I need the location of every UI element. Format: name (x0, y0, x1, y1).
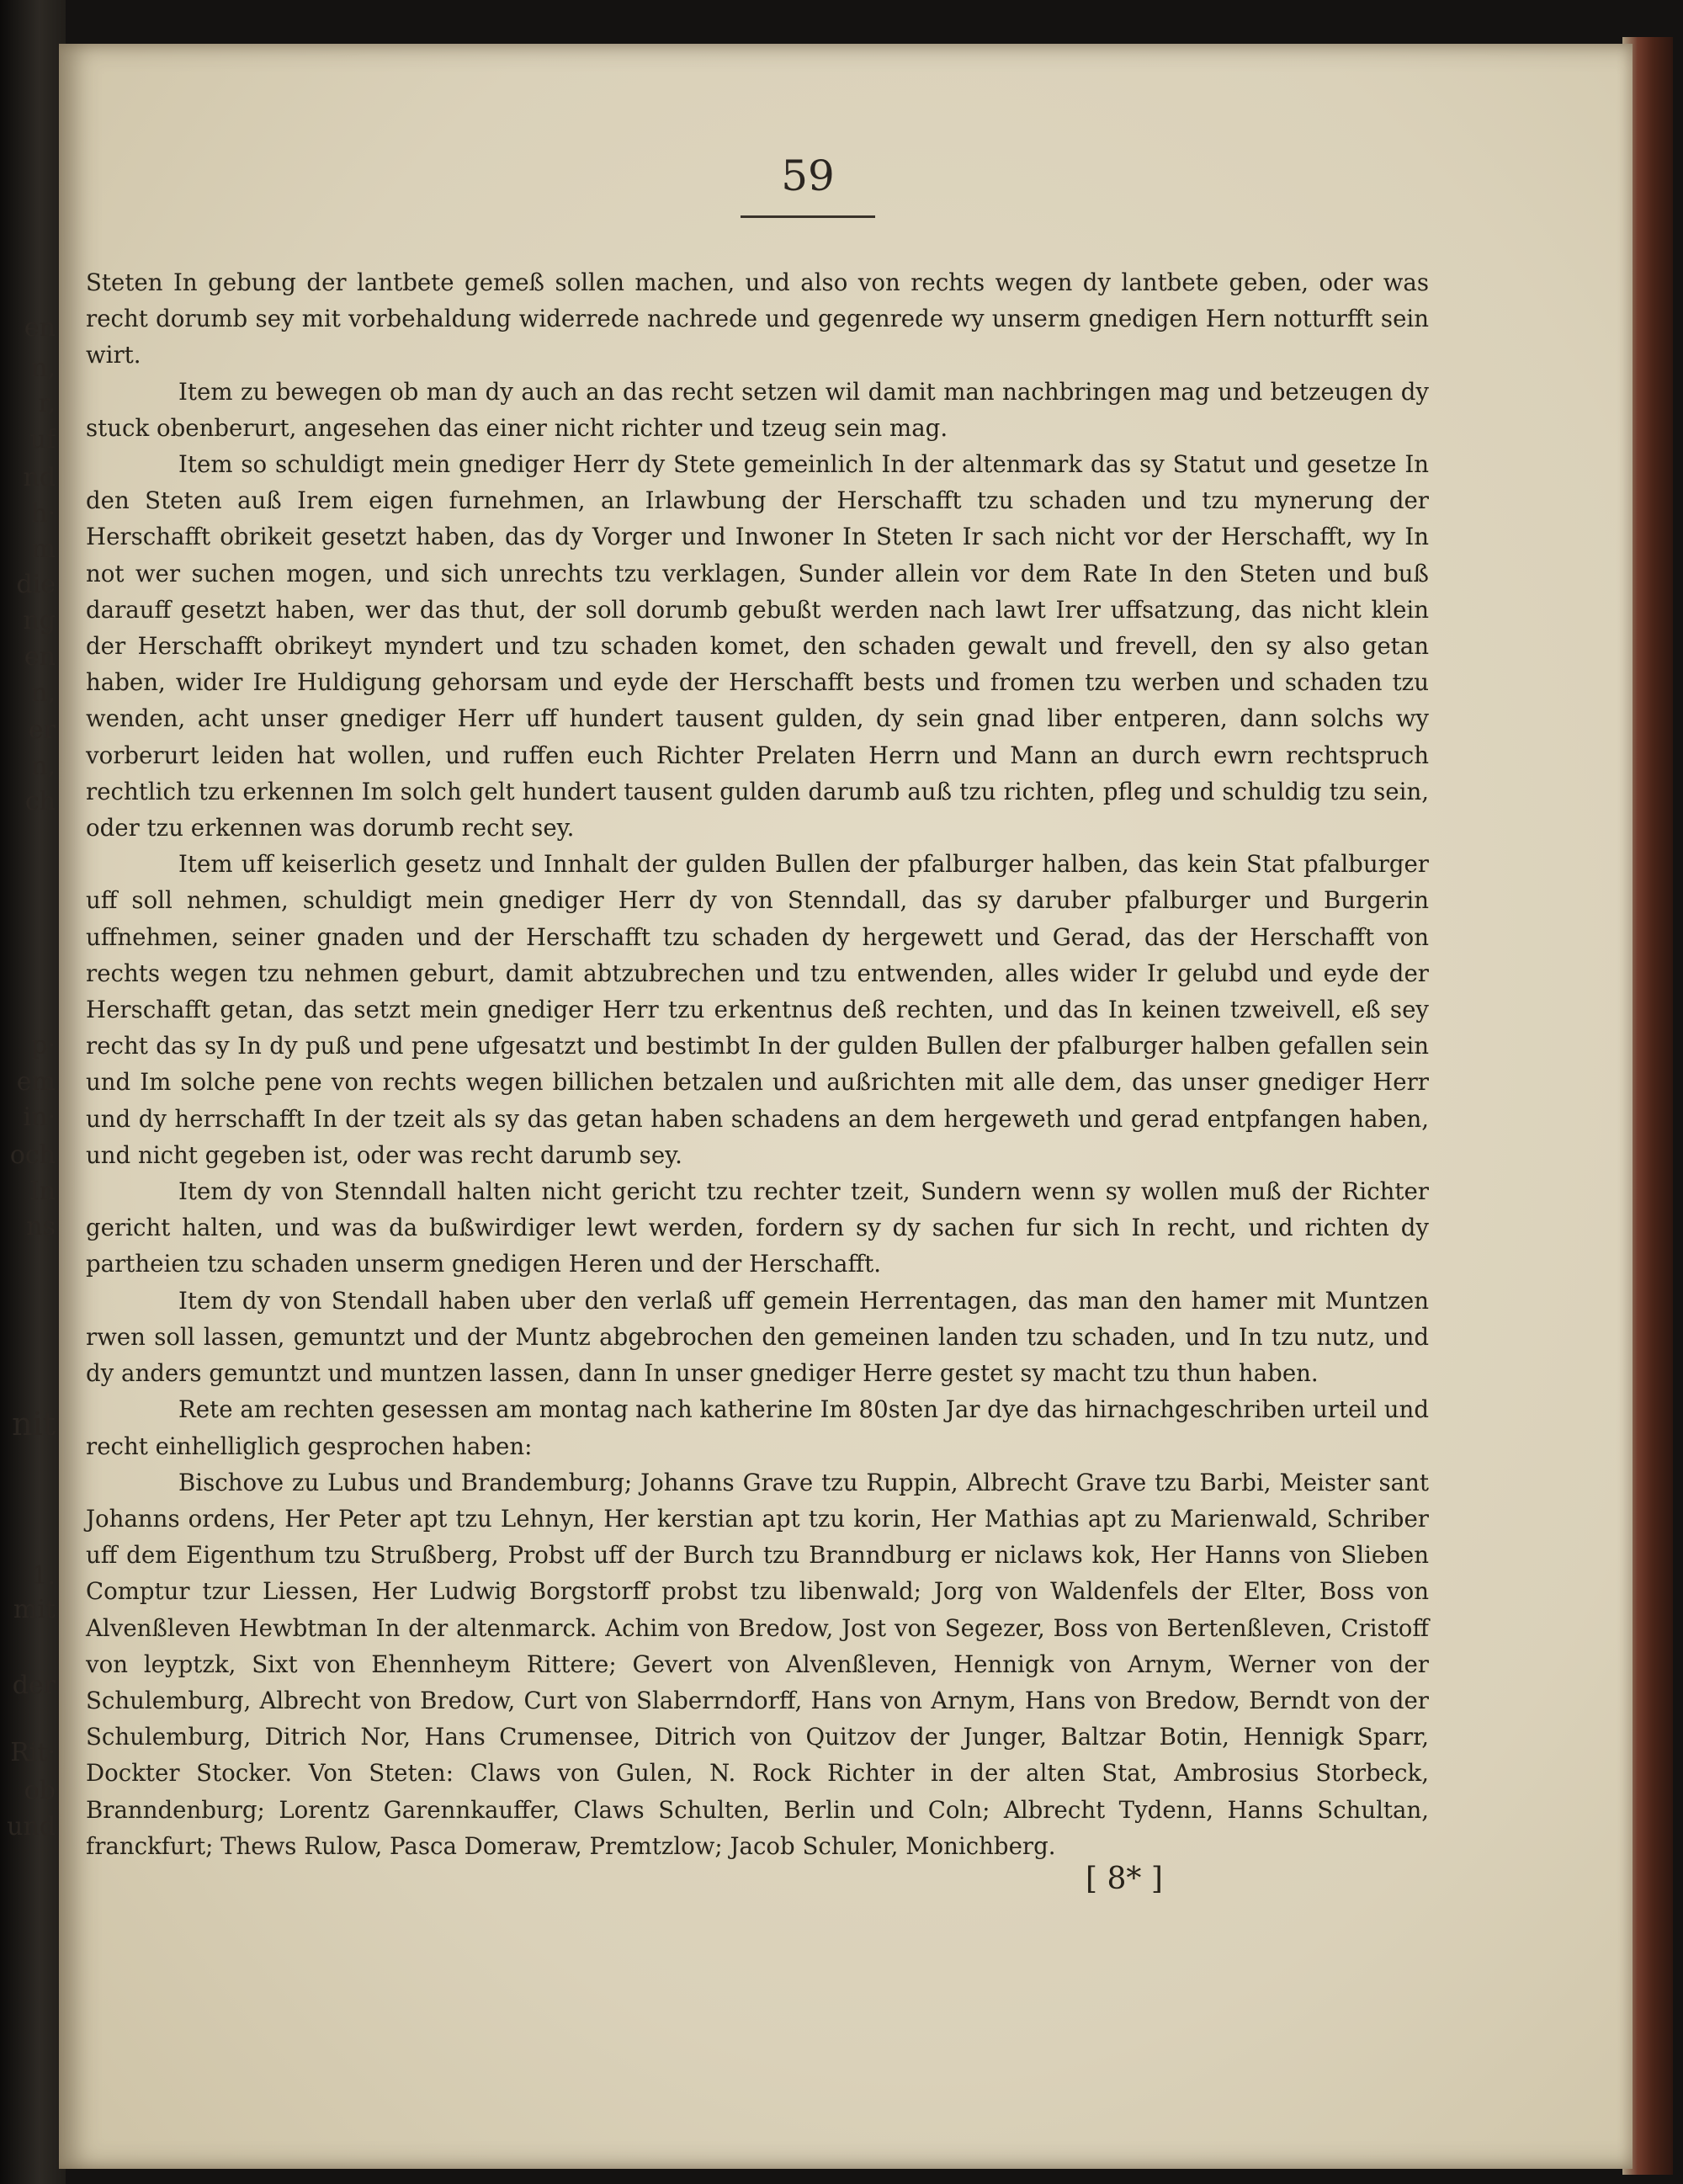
left-fragment: em (16, 1067, 56, 1097)
page-number: 59 (781, 151, 835, 200)
left-fragment: en (24, 642, 56, 672)
left-fragment: er (28, 715, 56, 745)
paragraph: Item dy von Stendall haben uber den verlaß uff gemein Herrentagen, das man den hamer mit Muntzen rwen soll lassen, gemuntzt und der Muntz abgebrochen den gemeinen landen tzu schaden, und In tzu nutz, und dy anders gemuntzt und muntzen lassen, dann In unser gnediger Herre gestet sy macht tzu thun haben. (86, 1286, 1429, 1388)
left-fragment: ch (24, 787, 56, 816)
left-fragment: r, (38, 389, 56, 418)
left-page-margin (0, 0, 59, 2184)
left-fragment: h· (31, 499, 56, 529)
left-fragment: n, (31, 752, 56, 781)
page-body-text (86, 264, 1429, 1864)
left-fragment: och (9, 1140, 56, 1170)
left-fragment: Rit· (10, 1738, 56, 1767)
left-fragment: 1. (31, 1561, 56, 1591)
left-fragment: n, (31, 353, 56, 383)
paragraph: Rete am rechten gesessen am montag nach katherine Im 80sten Jar dye das hirnachgeschriben urteil und recht einhelliglich gesprochen haben: (86, 1395, 1429, 1460)
left-fragment: m (31, 534, 56, 564)
paragraph: Item so schuldigt mein gnediger Herr dy Stete gemeinlich In der altenmark das sy Statut und gesetze In den Steten auß Irem eigen furnehmen, an Irlawbung der Herschafft tzu schaden und tzu mynerung der Herschafft obrikeit gesetzt haben, das dy Vorger und Inwoner In Steten Ir sach nicht vor der Herschafft, wy In not wer suchen mogen, und sich unrechts tzu verklagen, Sunder allein vor dem Rate In den Steten und buß darauff gesetzt haben, wer das thut, der soll dorumb gebußt werden nach lawt Irer uffsatzung, das nicht klein der Herschafft obrikeyt myndert und tzu schaden komet, den schaden gewalt und frevell, den sy also getan haben, wider Ire Huldigung gehorsam und eyde der Herschafft bests und fromen tzu werben und schaden tzu wenden, acht unser gnediger Herr uff hundert tausent gulden, dy sein gnad liber entperen, dann solchs wy vorberurt leiden hat wollen, und ruffen euch Richter Prelaten Herrn und Mann an durch ewrn rechtspruch rechtlich tzu erkennen Im solch gelt hundert tausent gulden darumb auß tzu richten, pfleg und schuldig tzu sein, oder tzu erkennen was dorumb recht sey. (86, 450, 1429, 842)
paragraph: Item dy von Stenndall halten nicht gericht tzu rechter tzeit, Sundern wenn sy wollen muß der Richter gericht halten, und was da bußwirdiger lewt werden, fordern sy dy sachen fur sich In recht, und richten dy partheien tzu schaden unserm gnedigen Heren und der Herschafft. (86, 1177, 1429, 1278)
left-fragment: nd (23, 463, 56, 492)
left-fragment: In (29, 1177, 56, 1206)
paragraph: Bischove zu Lubus und Brandemburg; Johanns Grave tzu Ruppin, Albrecht Grave tzu Barbi, Meister sant Johanns ordens, Her Peter apt tzu Lehnyn, Her kerstian apt tzu korin, Her Mathias apt zu Marienwald, Schriber uff dem Eigenthum tzu Strußberg, Probst uff der Burch tzu Branndburg er niclaws kok, Her Hanns von Slieben Comptur tzur Liessen, Her Ludwig Borgstorff probst tzu libenwald; Jorg von Waldenfels der Elter, Boss von Alvenßleven Hewbtman In der altenmarck. Achim von Bredow, Jost von Segezer, Boss von Bertenßleven, Cristoff von leyptzk, Sixt von Ehennheym Rittere; Gevert von Alvenßleven, Hennigk von Arnym, Werner von der Schulemburg, Albrecht von Bredow, Curt von Slaberrndorff, Hans von Arnym, Hans von Bredow, Berndt von der Schulemburg, Ditrich Nor, Hans Crumensee, Ditrich von Quitzov der Junger, Baltzar Botin, Hennigk Sparr, Dockter Stocker. Von Steten: Claws von Gulen, N. Rock Richter in der alten Stat, Ambrosius Storbeck, Branndenburg; Lorentz Garennkauffer, Claws Schulten, Berlin und Coln; Albrecht Tydenn, Hanns Schultan, franckfurt; Thews Rulow, Pasca Domeraw, Premtzlow; Jacob Schuler, Monichberg. (86, 1468, 1429, 1860)
page-number-rule (741, 215, 875, 218)
paragraph: Item uff keiserlich gesetz und Innhalt der gulden Bullen der pfalburger halben, das kein Stat pfalburger uff soll nehmen, schuldigt mein gnediger Herr dy von Stenndall, das sy daruber pfalburger und Burgerin uffnehmen, seiner gnaden und der Herschafft tzu schaden dy hergewett und Gerad, das der Herschafft von rechts wegen tzu nehmen geburt, damit abtzubrechen und tzu entwenden, alles wider Ir gelubd und eyde der Herschafft getan, das setzt mein gnediger Herr tzu erkentnus deß rechten, und das In keinen tzweivell, eß sey recht das sy In dy puß und pene ufgesatzt und bestimbt In der gulden Bullen der pfalburger halben gefallen sein und Im solche pene von rechts wegen billichen betzalen und außrichten mit alle dem, das unser gnediger Herr und dy herrschafft In der tzeit als sy das getan haben schadens an dem hergeweth und gerad entpfangen haben, und nicht gegeben ist, oder was recht darumb sey. (86, 850, 1429, 1169)
left-fragment: uf (29, 425, 56, 454)
left-fragment: und (7, 1812, 56, 1841)
paragraph: Steten In gebung der lantbete gemeß sollen machen, und also von rechts wegen dy lantbete geben, oder was recht dorumb sey mit vorbehaldung widerrede nachrede und gegenrede wy unserm gnedigen Hern notturfft sein wirt. (86, 268, 1429, 369)
paragraph: Item zu bewegen ob man dy auch an das recht setzen wil damit man nachbringen mag und betzeugen dy stuck obenberurt, angesehen das einer nicht richter und tzeug sein mag. (86, 377, 1429, 442)
book-page (59, 44, 1633, 2169)
left-fragment: n, (31, 678, 56, 708)
left-fragment: die (16, 570, 56, 599)
left-fragment: p· (31, 1031, 56, 1060)
left-fragment: en (24, 313, 56, 343)
left-fragment: in· (23, 1103, 56, 1132)
left-fragment: ns (26, 1212, 56, 1241)
left-fragment: ob (24, 1776, 56, 1805)
left-fragment: nit (12, 1406, 56, 1443)
signature-mark: [ 8* ] (1086, 1862, 1163, 1896)
left-fragment: mit (13, 1595, 56, 1624)
left-fragment: ng (23, 606, 56, 635)
left-fragment: der (12, 1671, 56, 1700)
